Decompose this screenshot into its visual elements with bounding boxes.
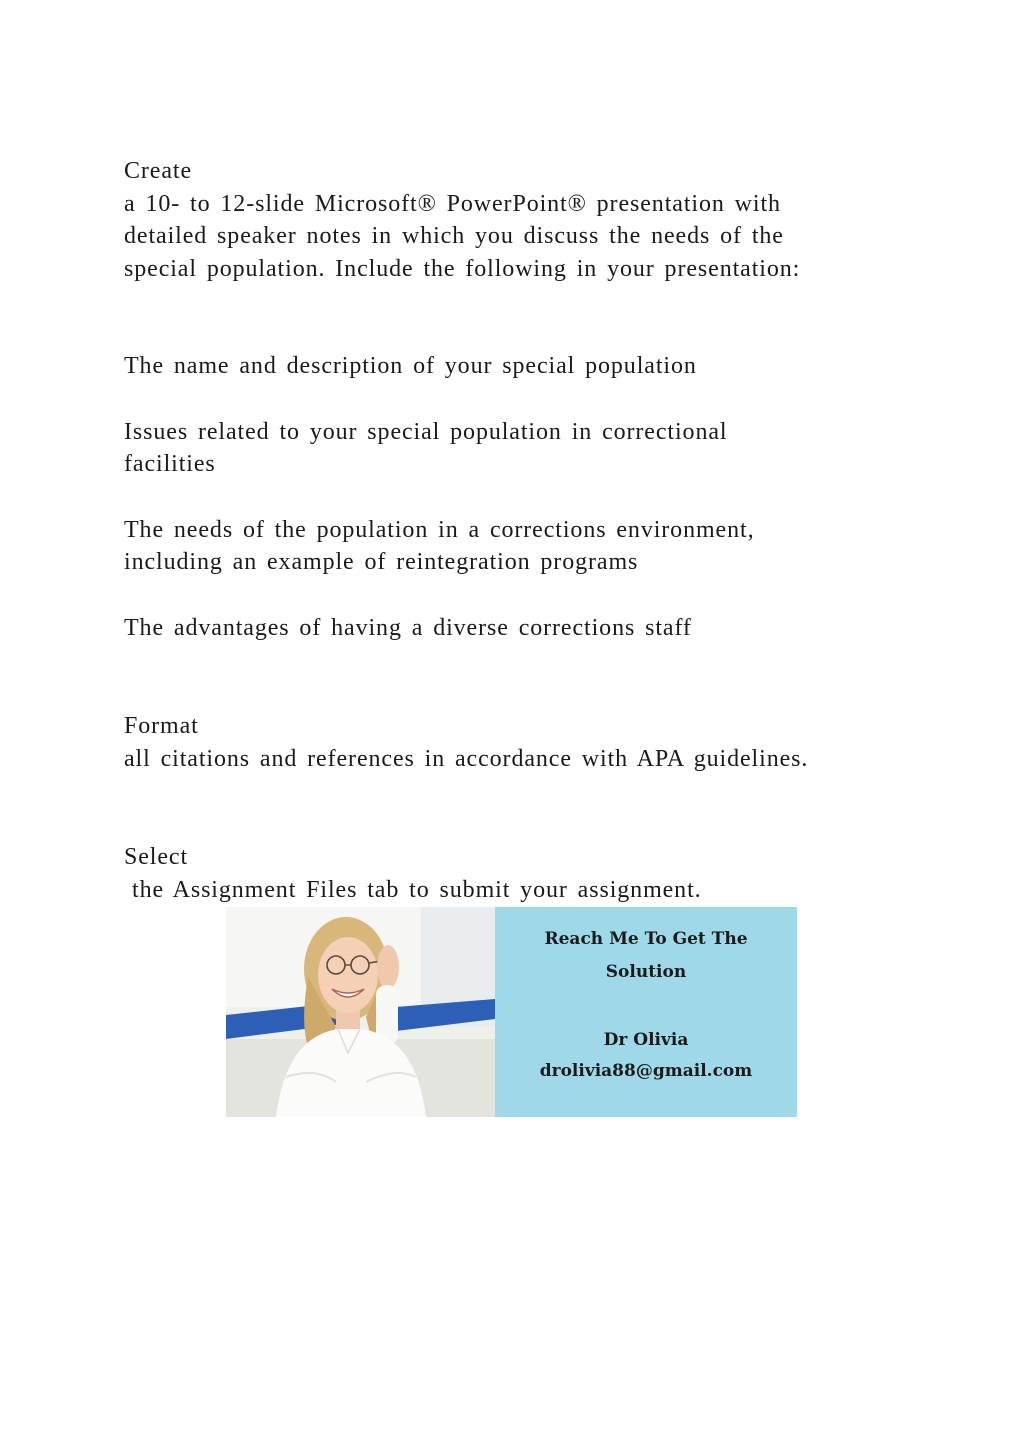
paragraph-select-line: the Assignment Files tab to submit your assignment. [132,876,702,903]
paragraph-create-line-1: a 10- to 12-slide Microsoft® PowerPoint® presentation with [124,190,781,217]
list-item-needs-line-2: including an example of reintegration programs [124,549,639,575]
contact-banner [226,907,797,1117]
paragraph-select-heading: Select [124,844,189,870]
spacer [124,775,904,841]
spacer [124,644,904,710]
list-item-needs-line-1: The needs of the population in a corrections environment, [124,516,755,543]
smiling-woman-photo [226,907,495,1117]
list-item-issues-line-1: Issues related to your special population in correctional [124,418,728,445]
paragraph-format-line: all citations and references in accordance with APA guidelines. [124,745,809,772]
paragraph-create-heading: Create [124,158,193,184]
list-item-issues-line-2: facilities [124,451,216,477]
paragraph-create-line-3: special population. Include the following in your presentation: [124,255,801,282]
contact-email: drolivia88@gmail.com [539,1061,753,1081]
spacer [124,285,904,350]
list-item-advantages: The advantages of having a diverse corrections staff [124,614,692,641]
spacer [124,383,904,416]
paragraph-create-line-2: detailed speaker notes in which you discuss the needs of the [124,223,784,249]
contact-info-panel [495,907,797,1117]
spacer [124,481,904,514]
smiling-woman-with-glasses-photo-icon [226,907,495,1117]
promo-headline: Reach Me To Get The Solution [544,929,748,982]
paragraph-format-heading: Format [124,713,199,739]
contact-name: Dr Olivia [603,1030,689,1050]
document-body [124,155,904,906]
spacer [124,579,904,612]
list-item-name-description: The name and description of your special population [124,353,697,379]
